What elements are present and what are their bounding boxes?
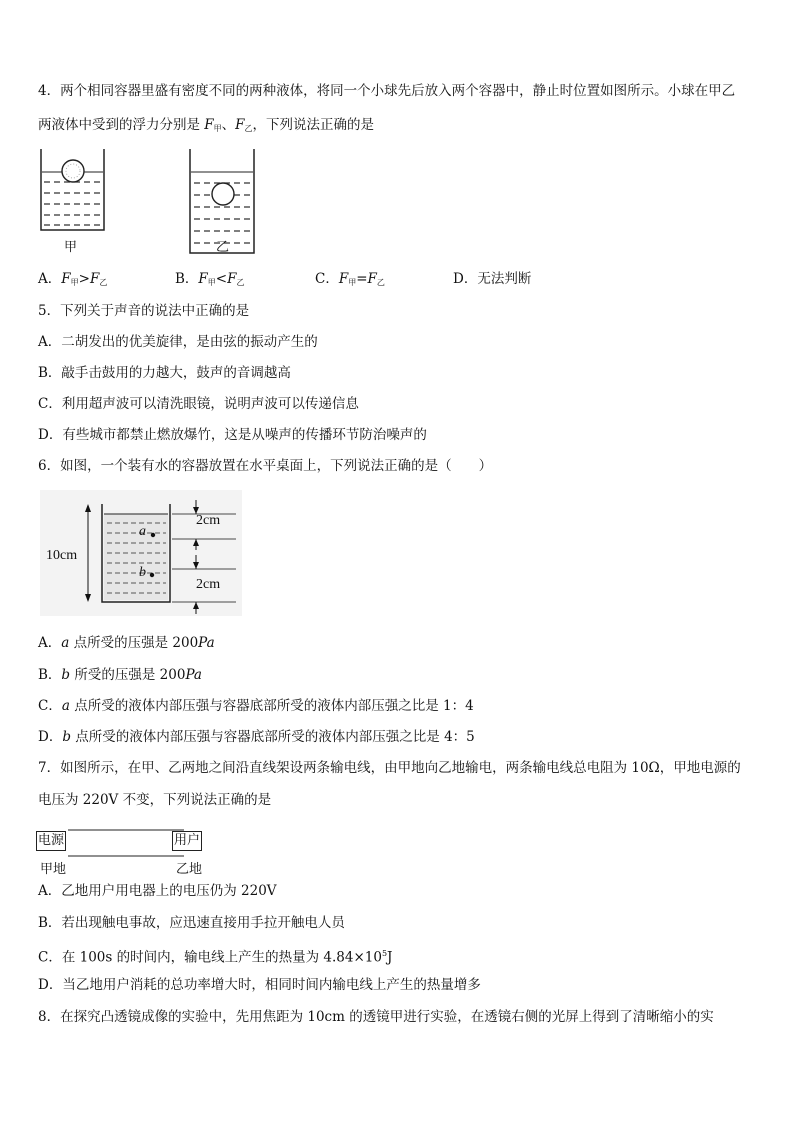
var-b: b [62,729,71,745]
q4-stem-tail: ，下列说法正确的是 [252,117,375,133]
sub-jia: 甲 [348,278,357,287]
relation-sign: = [356,271,368,287]
f-symbol: F [338,271,349,287]
fig-bottom-height: 2cm [196,577,221,592]
q6-stem: 6．如图，一个装有水的容器放置在水平桌面上，下列说法正确的是（ ） [38,458,493,474]
q6-option-a [38,634,215,652]
option-letter: A． [38,271,62,287]
fig-point-a-label: a [139,524,146,539]
q5-option-b: B．敲手击鼓用的力越大，鼓声的音调越高 [38,365,291,381]
option-letter: A． [38,635,62,651]
f-symbol: F [198,271,208,287]
q7-option-a: A．乙地用户用电器上的电压仍为 220V [38,883,277,899]
q7-stem-line2: 电压为 220V 不变，下列说法正确的是 [38,792,272,808]
power-source-box: 电源 [36,831,66,851]
q4-option-d: D．无法判断 [453,271,532,287]
q6-option-c [38,697,474,715]
fig-total-height: 10cm [46,548,78,563]
sub-yi: 乙 [236,278,245,287]
option-text: C．在 100s 的时间内，输电线上产生的热量为 4.84×10 [38,949,382,966]
relation-sign: > [78,271,90,287]
q7-option-b: B．若出现触电事故，应迅速直接用手拉开触电人员 [38,915,345,931]
f-symbol: F [235,117,245,133]
option-letter: B． [175,271,199,287]
fig-label-yi: 乙 [216,240,230,255]
q7-option-d: D．当乙地用户消耗的总功率增大时，相同时间内输电线上产生的热量增多 [38,977,481,993]
option-text: 点所受的压强是 200 [69,635,199,651]
separator: 、 [221,117,236,133]
exponent: 5 [381,949,388,958]
fig-label-jia: 甲 [64,240,78,255]
container-left [41,149,104,230]
q6-option-b [38,666,202,684]
f-symbol: F [367,271,377,287]
q6-option-d [38,728,475,746]
sub-jia: 甲 [213,124,222,133]
sub-jia: 甲 [70,278,79,287]
option-text: 所受的压强是 200 [70,667,186,683]
option-text: 点所受的液体内部压强与容器底部所受的液体内部压强之比是 4：5 [70,729,475,745]
q4-options [38,270,531,292]
option-text: 点所受的液体内部压强与容器底部所受的液体内部压强之比是 1：4 [69,698,474,714]
sub-jia: 甲 [207,278,216,287]
point-a-dot [151,533,155,537]
fig-point-b-label: b [139,565,146,580]
option-letter: D． [38,729,63,745]
q7-stem-line1: 7．如图所示，在甲、乙两地之间沿直线架设两条输电线，由甲地向乙地输电，两条输电线总电阻为 10Ω，甲地电源的 [38,760,741,776]
q4-stem-line1: 4．两个相同容器里盛有密度不同的两种液体，将同一个小球先后放入两个容器中，静止时位置如图所示。小球在甲乙 [38,83,736,99]
var-a: a [61,635,70,651]
var-a: a [61,698,70,714]
var-b: b [61,667,71,683]
q4-option-b [175,270,315,292]
point-b-dot [150,573,154,577]
q5-option-d: D．有些城市都禁止燃放爆竹，这是从噪声的传播环节防治噪声的 [38,427,427,443]
relation-sign: < [215,271,228,287]
q4-stem-line2 [38,116,374,138]
sub-yi: 乙 [99,278,108,287]
f-symbol: F [61,271,71,287]
q4-option-c [315,270,453,292]
option-letter: B． [38,667,62,683]
q5-stem: 5．下列关于声音的说法中正确的是 [38,303,250,319]
f-symbol: F [204,117,214,133]
option-letter: C． [315,271,339,287]
unit-pa: Pa [198,635,215,651]
label-yi-di: 乙地 [176,862,203,877]
unit-pa: Pa [185,667,202,683]
user-box: 用户 [172,831,202,851]
label-jia-di: 甲地 [40,862,67,877]
unit-j: J [387,949,393,966]
q5-option-c: C．利用超声波可以清洗眼镜，说明声波可以传递信息 [38,396,359,412]
sub-yi: 乙 [376,278,385,287]
q4-stem-text: 两液体中受到的浮力分别是 [38,117,205,133]
q8-stem-line1: 8．在探究凸透镜成像的实验中，先用焦距为 10cm 的透镜甲进行实验，在透镜右侧的光屏上得到了清晰缩小的实 [38,1009,714,1025]
f-symbol: F [89,271,100,287]
option-letter: C． [38,698,62,714]
q7-option-c [38,945,392,967]
f-symbol: F [227,271,237,287]
q5-option-a: A．二胡发出的优美旋律，是由弦的振动产生的 [38,334,318,350]
sub-yi: 乙 [244,124,253,133]
q4-option-a [38,270,175,292]
fig-top-depth: 2cm [196,513,221,528]
